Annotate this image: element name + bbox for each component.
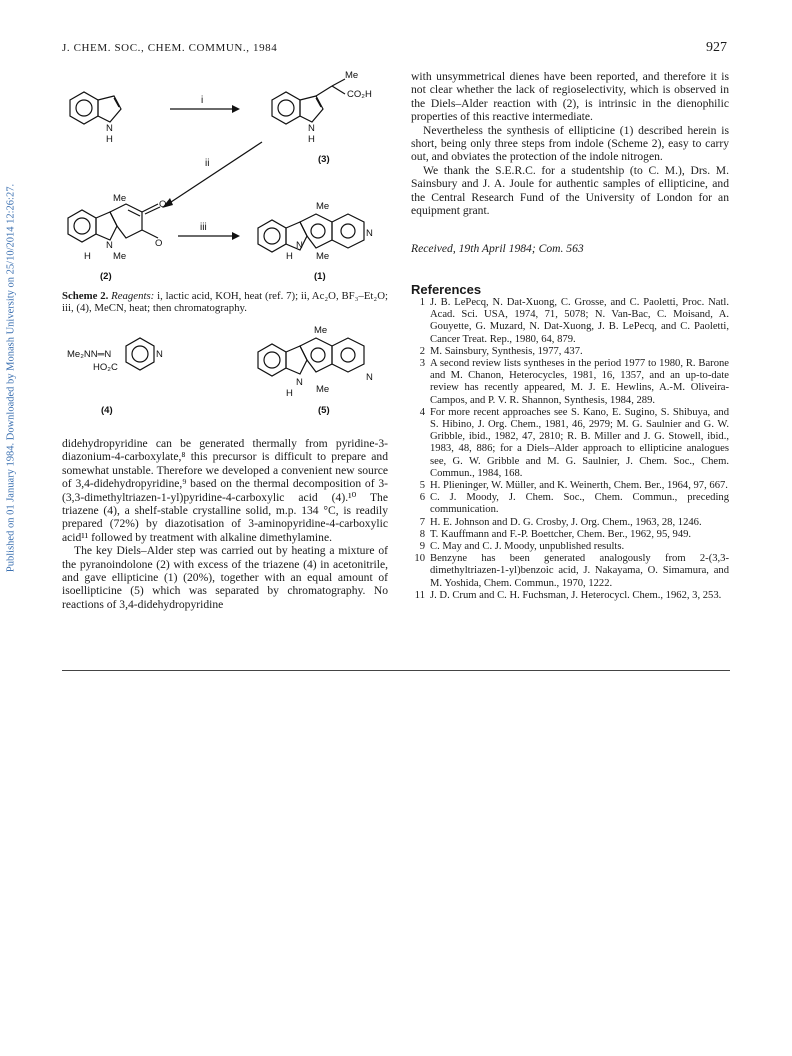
scheme-caption-label: Scheme 2. [62,290,109,302]
download-watermark-text: Published on 01 January 1984. Downloaded by Monash University on 25/10/2014 12:26:27. [5,183,17,573]
references-heading: References [411,282,482,297]
compound-5-h: H [286,388,293,399]
reference-item: 4 For more recent approaches see S. Kano, E. Sugino, S. Shibuya, and S. Hibino, J. Org. Chem., 1981, 46, 2979; M. G. Saulnier and G. W. Gribble, ibid., 1982, 47, 2810; R. B. Miller and J. G. Stowell, ibid., 1983, 48, 886; for a Diels–Alder approach to ellipticine analogues see, G. W. Gribble and M. G. Saulnier, J. Chem. Soc., Chem. Commun., 1984, 168. [419,406,729,479]
reference-item: 5 H. Plieninger, W. Müller, and K. Weinerth, Chem. Ber., 1964, 97, 667. [419,480,728,492]
compound-4-me2nn: Me₂NN═N [67,349,112,360]
reagent-i-label: i [201,95,204,106]
compound-5-me-top: Me [314,325,328,336]
compound-3-n: N [308,123,315,134]
scheme-2-diagram [0,0,400,420]
compound-3-structure [272,79,345,124]
compound-2-me-top: Me [113,193,127,204]
compound-2-me-bottom: Me [113,251,127,262]
reference-list [411,297,729,602]
compound-4-label: (4) [101,405,113,416]
reference-item: 8 T. Kauffmann and F.-P. Boettcher, Chem. Ber., 1962, 95, 949. [419,528,692,540]
left-column-body [62,437,388,611]
reference-item: 7 H. E. Johnson and D. G. Crosby, J. Org. Chem., 1963, 28, 1246. [419,516,702,528]
compound-5-me-bottom: Me [316,384,330,395]
reference-item: 9 C. May and C. J. Moody, unpublished results. [419,541,625,553]
right-paragraph-3: We thank the S.E.R.C. for a studentship (to C. M.), Drs. M. Sainsbury and J. A. Joule for authentic samples of ellipticine, and the Central Research Fund of the University of London for an equipment grant. [411,163,729,218]
left-paragraph-1: didehydropyridine can be generated thermally from pyridine-3-diazonium-4-carboxylate,⁸ this precursor is difficult to prepare and somewhat unstable. Therefore we developed a convenient new source of 3,4-didehydropyridine,⁹ based on the thermal decomposition of 3-(3,3-dimethyltriazen-1-yl)pyridine-4-carboxylic acid (4).¹⁰ The triazene (4), a shelf-stable crystalline solid, m.p. 134 °C, is readily prepared (72%) by diazotisation of 3-aminopyridine-4-carboxylic acid¹¹ followed by treatment with alkaline dimethylamine. [62,437,388,544]
compound-3-h: H [308,134,315,145]
compound-1-structure [258,214,364,252]
indole-h-label: H [106,134,113,145]
compound-2-structure [68,204,160,242]
compound-4-ring-n: N [156,349,163,360]
compound-2-o-carbonyl: O [159,199,167,210]
compound-1-me-bottom: Me [316,251,330,262]
compound-3-me: Me [345,70,359,81]
indole-n-label: N [106,123,113,134]
left-paragraph-2: The key Diels–Alder step was carried out by heating a mixture of the pyranoindolone (2) with excess of the triazene (4) in acetonitrile, and gave ellipticine (1) (20%), together with an equal amount of isoellipticine (5) which was separated by chromatography. No reactions of 3,4-didehydropyridine [62,544,388,611]
reference-item: 2 M. Sainsbury, Synthesis, 1977, 437. [419,345,583,357]
reference-item: 1 J. B. LePecq, N. Dat-Xuong, C. Grosse, and C. Paoletti, Proc. Natl. Acad. Sci. USA, 1974, 71, 5078; N. Van-Bac, C. Moisand, A. Gouyette, G. Muzard, N. Dat-Xuong, J. B. LePecq, and C. Paoletti, Cancer Treat. Rep., 1980, 64, 879. [419,297,729,345]
arrow-ii [168,142,262,204]
compound-5-structure [258,338,364,376]
compound-5-label: (5) [318,405,330,416]
reagent-ii-label: ii [205,158,210,169]
running-head: J. CHEM. SOC., CHEM. COMMUN., 1984 [62,42,278,54]
compound-4-ho2c: HO₂C [93,362,118,373]
compound-1-label: (1) [314,271,326,282]
compound-5-n: N [296,377,303,388]
right-paragraph-2: Nevertheless the synthesis of ellipticine (1) described herein is short, being only three steps from indole (Scheme 2), easy to carry out, and obviates the protection of the indole nitrogen. [411,123,729,164]
reference-item: 10 Benzyne has been generated analogously from 2-(3,3-dimethyltriazen-1-yl)benzoic acid, J. Nakayama, O. Simamura, and M. Yoshida, Chem. Commun., 1970, 1222. [414,553,729,589]
reagent-iii-label: iii [200,222,207,233]
compound-5-ring-n: N [366,372,373,383]
scheme-caption-text: i, lactic acid, KOH, heat (ref. 7); ii, Ac₂O, BF₃–Et₂O; iii, (4), MeCN, heat; then chromatography. [62,290,388,315]
indole-structure [70,92,121,124]
compound-2-label: (2) [100,271,112,282]
compound-1-h: H [286,251,293,262]
scheme-caption [62,290,388,315]
compound-1-n: N [296,240,303,251]
compound-4-structure [126,338,154,370]
reference-item: 11 J. D. Crum and C. H. Fuchsman, J. Heterocycl. Chem., 1962, 3, 253. [414,589,722,601]
bottom-rule [62,670,730,671]
page-number: 927 [706,40,727,55]
received-date: Received, 19th April 1984; Com. 563 [411,242,584,255]
right-column-body [411,70,729,217]
compound-3-co2h: CO₂H [347,89,372,100]
reference-item: 6 C. J. Moody, J. Chem. Soc., Chem. Commun., preceding communication. [419,492,729,516]
compound-2-h: H [84,251,91,262]
reference-item: 3 A second review lists syntheses in the period 1977 to 1980, R. Barone and M. Chanon, Heterocycles, 1981, 16, 1357, and an up-to-date review has recently appeared, M. J. E. Hewlins, A.-M. Oliveira-Campos, and P. V. R. Shannon, Synthesis, 1984, 289. [419,358,729,406]
compound-1-ring-n: N [366,228,373,239]
compound-1-me-top: Me [316,201,330,212]
compound-3-label: (3) [318,154,330,165]
right-paragraph-1: with unsymmetrical dienes have been reported, and therefore it is not clear whether the lack of regioselectivity, which is observed in the Diels–Alder reaction with (2), is intrinsic in the dienophilic properties of this reactive intermediate. [411,70,729,124]
compound-2-n: N [106,240,113,251]
scheme-caption-reagents: Reagents: [111,290,155,302]
compound-2-o-ring: O [155,238,163,249]
